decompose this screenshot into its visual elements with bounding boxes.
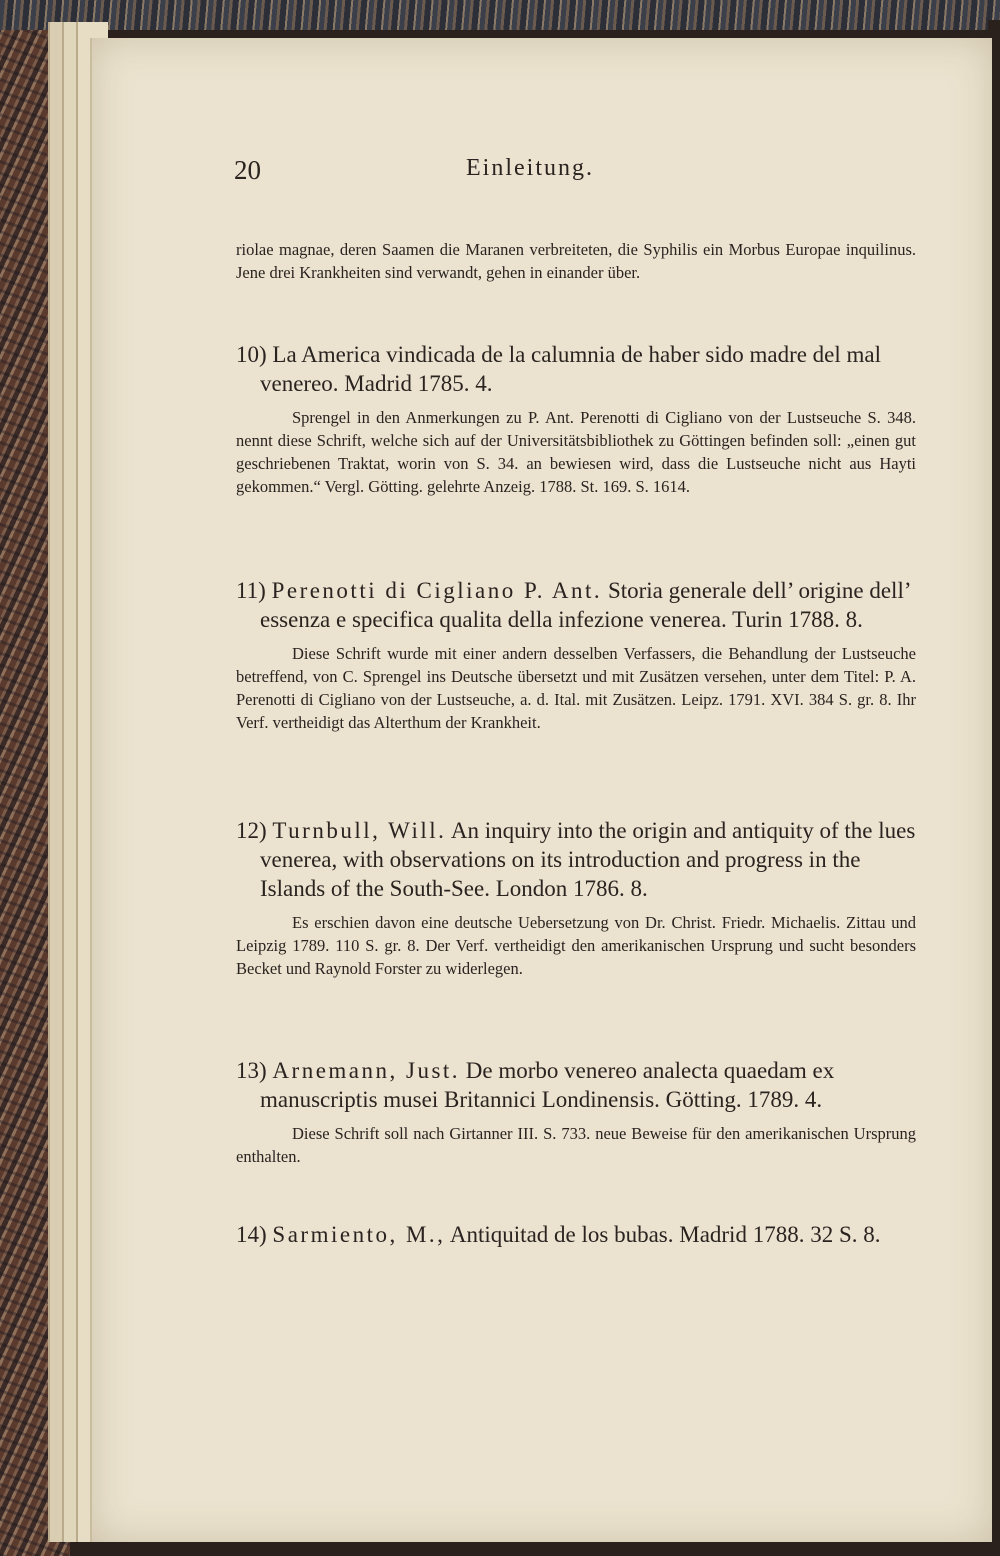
entry-heading [236,340,916,398]
bibliography-entry [236,576,916,734]
entry-heading [236,576,916,634]
bibliography-entry [236,816,916,980]
entry-note: Diese Schrift wurde mit einer andern desselben Verfassers, die Behandlung der Lustseuche betreffend, von C. Sprengel ins Deutsche übersetzt und mit Zusätzen versehen, unter dem Titel: P. A. Perenotti di Cigliano von der Lustseuche, a. d. Ital. mit Zusätzen. Leipz. 1791. XVI. 384 S. gr. 8. Ihr Verf. vertheidigt das Alterthum der Krankheit. [236,644,916,732]
page-number: 20 [234,155,261,185]
entry-note: Diese Schrift soll nach Girtanner III. S. 733. neue Beweise für den amerikanischen Ursprung enthalten. [236,1124,916,1166]
bibliography-entry [236,1220,916,1249]
entry-author: Turnbull, Will. [272,818,447,843]
bibliography-entry [236,340,916,498]
bibliography-entry [236,1056,916,1168]
entry-title: Antiquitad de los bubas. Madrid 1788. 32 S. 8. [449,1222,881,1247]
entry-title: Storia generale dell’ origine dell’ essenza e specifica qualita della infezione venerea. Turin 1788. 8. [260,578,910,632]
entry-number: 14) [236,1222,267,1247]
marbled-top-edge [0,0,1000,30]
entry-author: Sarmiento, M., [272,1222,446,1247]
entry-title: De morbo venereo analecta quaedam ex manuscriptis musei Britannici Londinensis. Götting. 1789. 4. [260,1058,835,1112]
running-head: Einleitung. [466,155,594,181]
entry-number: 11) [236,578,266,603]
entry-title: An inquiry into the origin and antiquity of the lues venerea, with observations on its introduction and progress in the Islands of the South-See. London 1786. 8. [260,818,916,901]
intro-paragraph: riolae magnae, deren Saamen die Maranen verbreiteten, die Syphilis ein Morbus Europae inquilinus. Jene drei Krankheiten sind verwandt, gehen in einander über. [236,240,916,282]
entry-note: Sprengel in den Anmerkungen zu P. Ant. Perenotti di Cigliano von der Lustseuche S. 348. nennt diese Schrift, welche sich auf der Universitätsbibliothek zu Göttingen befinden soll: „einen gut geschriebenen Traktat, worin von S. 34. an bewiesen wird, dass die Lustseuche nicht aus Hayti gekommen.“ Vergl. Götting. gelehrte Anzeig. 1788. St. 169. S. 1614. [236,408,916,496]
entry-number: 12) [236,818,267,843]
intro-paragraph-block [236,238,916,284]
entry-number: 13) [236,1058,267,1083]
entry-note: Es erschien davon eine deutsche Uebersetzung von Dr. Christ. Friedr. Michaelis. Zittau und Leipzig 1789. 110 S. gr. 8. Der Verf. vertheidigt den amerikanischen Ursprung und sucht besonders Becket und Raynold Forster zu widerlegen. [236,913,916,978]
entry-heading [236,816,916,903]
entry-title: La America vindicada de la calumnia de haber sido madre del mal venereo. Madrid 1785. 4. [260,342,882,396]
entry-heading [236,1056,916,1114]
entry-author: Perenotti di Cigliano P. Ant. [271,578,603,603]
entry-number: 10) [236,342,267,367]
page-header [234,155,694,195]
entry-author: Arnemann, Just. [272,1058,461,1083]
entry-heading [236,1220,916,1249]
